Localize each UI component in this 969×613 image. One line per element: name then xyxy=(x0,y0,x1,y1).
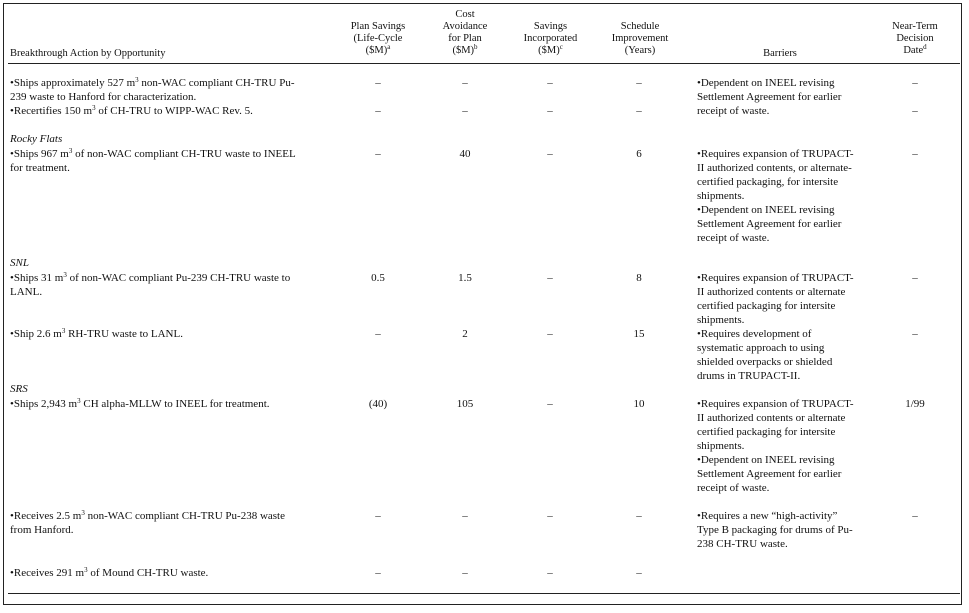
row-1-plan-savings: – xyxy=(375,105,381,117)
row-3-action: •Ships 31 $m^3$ of non-WAC compliant Pu-239 CH-TRU waste to LANL. xyxy=(10,271,291,298)
group-heading-rocky-flats: Rocky Flats xyxy=(10,133,63,145)
footnote-mark-b: b xyxy=(474,43,478,51)
row-4-plan-savings: – xyxy=(375,328,381,340)
row-1-decision-date: – xyxy=(912,105,918,117)
row-6-decision-date: – xyxy=(912,510,918,522)
header-action xyxy=(10,48,250,60)
row-5-plan-savings: (40) xyxy=(368,398,388,410)
header-barriers xyxy=(730,48,830,60)
row-3-plan-savings: 0.5 xyxy=(371,272,385,284)
row-0-savings-incorporated: – xyxy=(547,77,553,89)
header-decision-l2: Decision xyxy=(896,33,934,44)
row-7-action: •Receives 291 $m^3$ of Mound CH-TRU waste. xyxy=(10,566,209,579)
row-2-schedule: 6 xyxy=(636,148,642,160)
row-3-cost-avoidance: 1.5 xyxy=(458,272,472,284)
header-savings-incorporated-l3 xyxy=(503,45,598,57)
row-0-action: •Ships approximately 527 $m^3$ non-WAC compliant CH-TRU Pu- 239 waste to Hanford for characterization. xyxy=(10,76,295,103)
header-plan-savings-l1: Plan Savings xyxy=(350,21,406,32)
row-6-barriers: •Requires a new “high-activity” Type B packaging for drums of Pu- 238 CH-TRU waste. xyxy=(697,510,853,550)
row-0-decision-date: – xyxy=(912,77,918,89)
row-4-barriers: •Requires development of systematic approach to using shielded overpacks or shielded drums in TRUPACT-II. xyxy=(697,328,833,382)
header-cost-avoidance-l2: Avoidance xyxy=(442,21,488,32)
row-5-action: •Ships 2,943 $m^3$ CH alpha-MLLW to INEEL for treatment. xyxy=(10,397,270,410)
row-2-savings-incorporated: – xyxy=(547,148,553,160)
footnote-mark-d: d xyxy=(923,43,927,51)
row-4-action: •Ship 2.6 $m^3$ RH-TRU waste to LANL. xyxy=(10,327,183,340)
bottom-divider xyxy=(8,593,960,594)
row-3-savings-incorporated: – xyxy=(547,272,553,284)
row-5-schedule: 10 xyxy=(633,398,645,410)
header-schedule-l2: Improvement xyxy=(611,33,669,44)
row-3-barriers: •Requires expansion of TRUPACT- II authorized contents or alternate certified packaging for intersite shipments. xyxy=(697,272,854,326)
row-6-schedule: – xyxy=(636,510,642,522)
group-heading-snl: SNL xyxy=(10,257,29,269)
row-2-action: •Ships 967 $m^3$ of non-WAC compliant CH-TRU waste to INEEL for treatment. xyxy=(10,147,296,174)
header-decision-l1: Near-Term xyxy=(892,21,938,32)
row-7-schedule: – xyxy=(636,567,642,579)
row-4-cost-avoidance: 2 xyxy=(462,328,468,340)
header-decision-label: Date xyxy=(903,45,924,56)
row-4-decision-date: – xyxy=(912,328,918,340)
footnote-mark-a: a xyxy=(387,43,391,51)
row-1-action: •Recertifies 150 $m^3$ of CH-TRU to WIPP-WAC Rev. 5. xyxy=(10,104,253,117)
row-3-schedule: 8 xyxy=(636,272,642,284)
header-decision-date xyxy=(872,21,958,57)
row-6-plan-savings: – xyxy=(375,510,381,522)
row-5-savings-incorporated: – xyxy=(547,398,553,410)
row-7-plan-savings: – xyxy=(375,567,381,579)
header-plan-savings-l2: (Life-Cycle xyxy=(353,33,403,44)
header-divider xyxy=(8,63,960,64)
header-cost-avoidance-l4 xyxy=(420,45,510,57)
group-heading-srs: SRS xyxy=(10,383,28,395)
header-cost-avoidance-l3: for Plan xyxy=(448,33,482,44)
row-6-savings-incorporated: – xyxy=(547,510,553,522)
header-cost-avoidance xyxy=(420,9,510,57)
row-0-cost-avoidance: – xyxy=(462,77,468,89)
row-7-savings-incorporated: – xyxy=(547,567,553,579)
header-plan-savings-unit: ($M) xyxy=(365,45,388,56)
header-savings-incorporated-l1: Savings xyxy=(533,21,568,32)
header-savings-incorporated-l2: Incorporated xyxy=(523,33,578,44)
row-6-cost-avoidance: – xyxy=(462,510,468,522)
header-plan-savings xyxy=(333,21,423,57)
row-2-barriers: •Requires expansion of TRUPACT- II authorized contents, or alternate- certified packaging, for intersite shipments. •Dependent on INEEL revising Settlement Agreement for earlier receipt of waste. xyxy=(697,148,854,244)
header-action-text: Breakthrough Action by Opportunity xyxy=(10,48,166,59)
row-5-decision-date: 1/99 xyxy=(905,398,925,410)
row-7-cost-avoidance: – xyxy=(462,567,468,579)
row-2-cost-avoidance: 40 xyxy=(459,148,471,160)
row-2-plan-savings: – xyxy=(375,148,381,160)
row-0-schedule: – xyxy=(636,77,642,89)
header-savings-incorporated-unit: ($M) xyxy=(538,45,560,56)
row-1-schedule: – xyxy=(636,105,642,117)
header-cost-avoidance-l1: Cost xyxy=(455,9,475,20)
row-0-barriers: •Dependent on INEEL revising Settlement Agreement for earlier receipt of waste. xyxy=(697,77,842,117)
row-2-decision-date: – xyxy=(912,148,918,160)
header-cost-avoidance-unit: ($M) xyxy=(452,45,475,56)
header-decision-l3 xyxy=(872,45,958,57)
header-plan-savings-l3 xyxy=(333,45,423,57)
row-6-action: •Receives 2.5 $m^3$ non-WAC compliant CH-TRU Pu-238 waste from Hanford. xyxy=(10,509,285,536)
footnote-mark-c: c xyxy=(559,43,563,51)
row-5-cost-avoidance: 105 xyxy=(456,398,474,410)
header-barriers-text: Barriers xyxy=(763,48,797,59)
row-5-barriers: •Requires expansion of TRUPACT- II authorized contents or alternate certified packaging for intersite shipments. •Dependent on INEEL revising Settlement Agreement for earlier receipt of waste. xyxy=(697,398,854,494)
header-schedule-l3: (Years) xyxy=(624,45,656,56)
row-3-decision-date: – xyxy=(912,272,918,284)
header-schedule-improvement xyxy=(595,21,685,57)
row-4-schedule: 15 xyxy=(633,328,645,340)
row-4-savings-incorporated: – xyxy=(547,328,553,340)
row-1-cost-avoidance: – xyxy=(462,105,468,117)
row-0-plan-savings: – xyxy=(375,77,381,89)
header-schedule-l1: Schedule xyxy=(620,21,660,32)
row-1-savings-incorporated: – xyxy=(547,105,553,117)
header-savings-incorporated xyxy=(503,21,598,57)
